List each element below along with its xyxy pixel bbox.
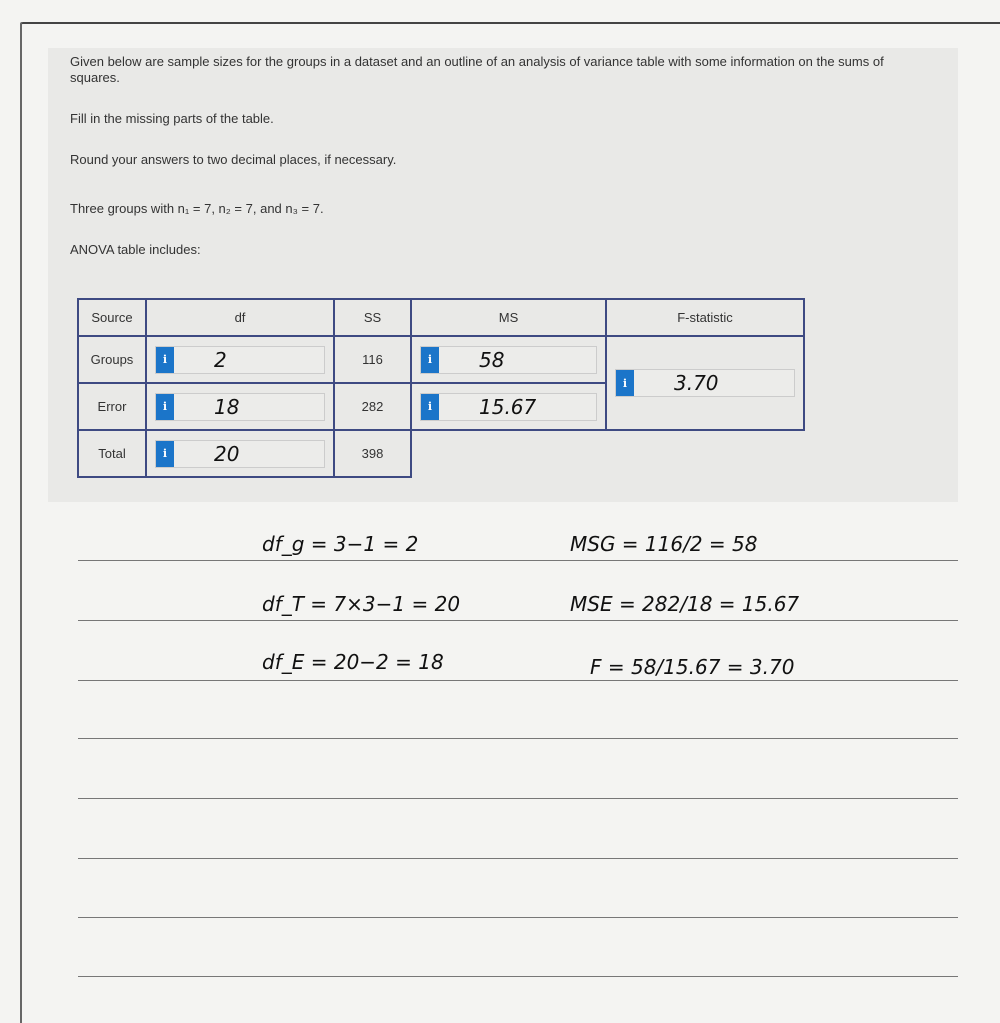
info-icon[interactable]: i — [156, 347, 174, 373]
header-f: F-statistic — [606, 299, 804, 336]
ms-groups-input[interactable]: i 58 — [420, 346, 597, 374]
info-icon[interactable]: i — [156, 394, 174, 420]
ruled-line — [78, 798, 958, 799]
ruled-line — [78, 976, 958, 977]
header-ss: SS — [334, 299, 411, 336]
work-msg: MSG = 116/2 = 58 — [570, 532, 758, 556]
work-dfe: df_E = 20−2 = 18 — [262, 650, 444, 674]
anova-table — [77, 298, 805, 478]
ruled-line — [78, 858, 958, 859]
groups-text: Three groups with n₁ = 7, n₂ = 7, and n₃ = 7. — [70, 201, 324, 216]
work-dft: df_T = 7×3−1 = 20 — [262, 592, 461, 616]
f-statistic-input[interactable]: i 3.70 — [615, 369, 795, 397]
ss-error: 282 — [334, 383, 411, 430]
header-source: Source — [78, 299, 146, 336]
work-f: F = 58/15.67 = 3.70 — [590, 655, 795, 679]
work-mse: MSE = 282/18 = 15.67 — [570, 592, 800, 616]
ruled-line — [78, 738, 958, 739]
table-row — [78, 430, 804, 477]
info-icon[interactable]: i — [156, 441, 174, 467]
source-groups: Groups — [78, 336, 146, 383]
intro-text: Given below are sample sizes for the groups in a dataset and an outline of an analysis of variance table with some information on the sums of squares. — [70, 54, 884, 85]
frame-border — [20, 22, 22, 1023]
rounding-text: Round your answers to two decimal places, if necessary. — [70, 152, 397, 167]
table-intro: ANOVA table includes: — [70, 242, 201, 257]
work-dfg: df_g = 3−1 = 2 — [262, 532, 419, 556]
frame-border — [20, 22, 1000, 25]
info-icon[interactable]: i — [421, 347, 439, 373]
table-row — [78, 336, 804, 383]
df-total-input[interactable]: i 20 — [155, 440, 325, 468]
info-icon[interactable]: i — [421, 394, 439, 420]
ruled-line — [78, 560, 958, 561]
ss-groups: 116 — [334, 336, 411, 383]
instruction-text: Fill in the missing parts of the table. — [70, 111, 274, 126]
ruled-line — [78, 620, 958, 621]
info-icon[interactable]: i — [616, 370, 634, 396]
ms-error-input[interactable]: i 15.67 — [420, 393, 597, 421]
df-error-input[interactable]: i 18 — [155, 393, 325, 421]
ruled-line — [78, 917, 958, 918]
ss-total: 398 — [334, 430, 411, 477]
source-total: Total — [78, 430, 146, 477]
df-groups-input[interactable]: i 2 — [155, 346, 325, 374]
source-error: Error — [78, 383, 146, 430]
header-df: df — [146, 299, 334, 336]
header-ms: MS — [411, 299, 606, 336]
ruled-line — [78, 680, 958, 681]
